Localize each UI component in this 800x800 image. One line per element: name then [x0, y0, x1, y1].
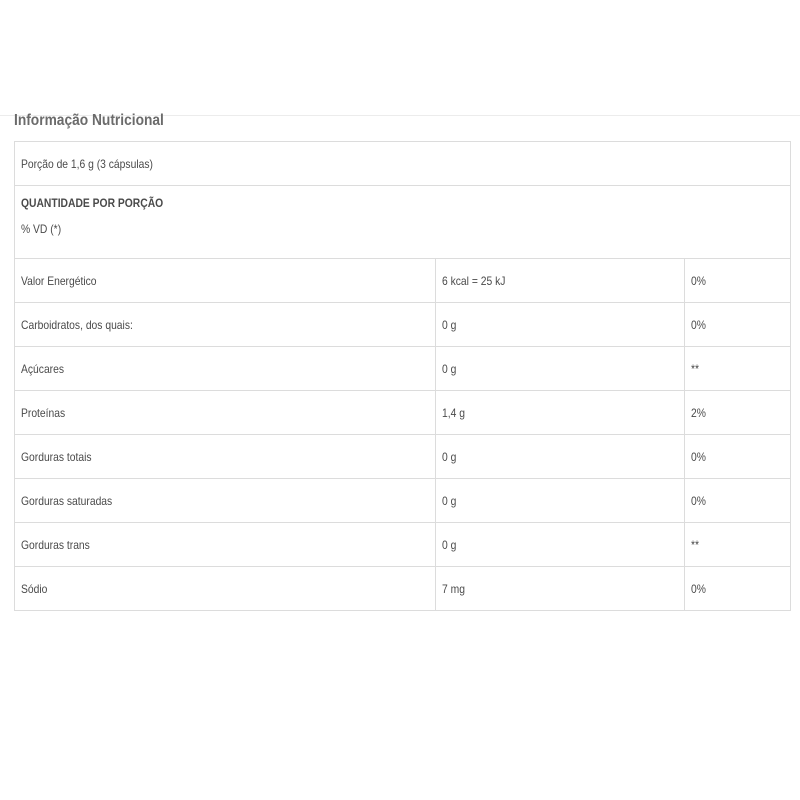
nutrient-amount: 0 g — [436, 347, 685, 391]
nutrient-vd: 0% — [685, 435, 791, 479]
nutrient-name: Valor Energético — [15, 259, 436, 303]
nutrient-amount: 0 g — [436, 435, 685, 479]
portion-row — [15, 142, 791, 186]
table-row — [15, 347, 791, 391]
portion-text: Porção de 1,6 g (3 cápsulas) — [21, 156, 153, 171]
nutrient-vd: 0% — [685, 303, 791, 347]
vd-header: % VD (*) — [21, 222, 62, 236]
nutrient-name: Sódio — [15, 567, 436, 611]
nutrient-name: Gorduras totais — [15, 435, 436, 479]
quantity-header: QUANTIDADE POR PORÇÃO — [21, 196, 164, 210]
nutrient-amount: 0 g — [436, 479, 685, 523]
table-row — [15, 523, 791, 567]
header-cell — [15, 186, 791, 259]
nutrient-amount: 7 mg — [436, 567, 685, 611]
nutrient-vd: 0% — [685, 259, 791, 303]
header-row — [15, 186, 791, 259]
nutrient-amount: 0 g — [436, 303, 685, 347]
nutrient-vd: 2% — [685, 391, 791, 435]
table-row — [15, 479, 791, 523]
table-row — [15, 303, 791, 347]
nutrient-vd: 0% — [685, 567, 791, 611]
nutrient-vd: ** — [685, 347, 791, 391]
nutrient-vd: 0% — [685, 479, 791, 523]
nutrient-name: Gorduras saturadas — [15, 479, 436, 523]
nutrient-name: Açúcares — [15, 347, 436, 391]
table-row — [15, 435, 791, 479]
nutrient-amount: 0 g — [436, 523, 685, 567]
nutrient-name: Proteínas — [15, 391, 436, 435]
nutrient-amount: 6 kcal = 25 kJ — [436, 259, 685, 303]
page-title: Informação Nutricional — [14, 112, 164, 129]
nutrient-name: Carboidratos, dos quais: — [15, 303, 436, 347]
nutrient-name: Gorduras trans — [15, 523, 436, 567]
table-row — [15, 259, 791, 303]
nutrient-amount: 1,4 g — [436, 391, 685, 435]
nutrition-table — [14, 141, 791, 611]
table-row — [15, 391, 791, 435]
portion-cell — [15, 142, 791, 186]
nutrient-vd: ** — [685, 523, 791, 567]
table-row — [15, 567, 791, 611]
